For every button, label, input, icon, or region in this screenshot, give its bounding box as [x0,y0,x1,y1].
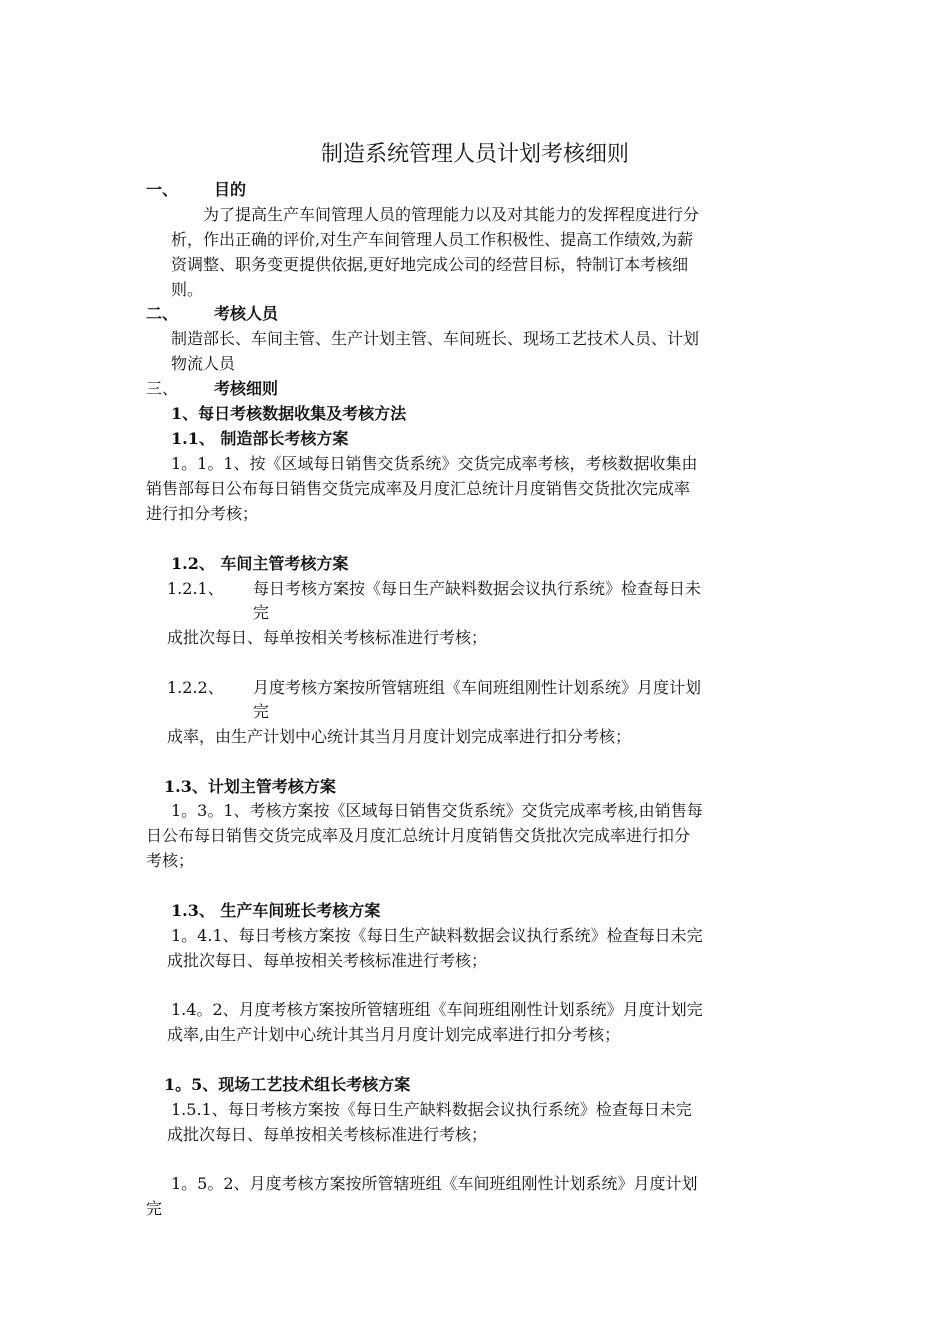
section-1-heading: 目的 [214,180,247,199]
section-2-heading: 考核人员 [214,304,279,323]
section-3-heading: 考核细则 [214,379,279,398]
paragraph-line: 销售部每日公布每日销售交货完成率及月度汇总统计月度销售交货批次完成率 [146,479,691,498]
paragraph-line: 考核； [146,851,195,870]
subheading-1-3-team: 1.3、 生产车间班长考核方案 [171,901,381,920]
subheading-1-1: 1.1、 制造部长考核方案 [171,429,349,448]
paragraph-line: 成批次每日、每单按相关考核标准进行考核； [167,1125,488,1144]
paragraph-line: 1。1。1、按《区域每日销售交货系统》交货完成率考核，考核数据收集由 [171,454,698,473]
paragraph-line: 月度考核方案按所管辖班组《车间班组刚性计划系统》月度计划 [253,678,702,697]
paragraph-line: 每日考核方案按《每日生产缺料数据会议执行系统》检查每日未 [253,579,702,598]
page-title: 制造系统管理人员计划考核细则 [320,142,629,167]
paragraph-line: 完 [146,1199,163,1218]
paragraph-line: 1。4.1、每日考核方案按《每日生产缺料数据会议执行系统》检查每日未完 [171,926,703,945]
paragraph-line: 成率,由生产计划中心统计其当月月度计划完成率进行扣分考核； [167,1025,621,1044]
paragraph-line: 1.5.1、每日考核方案按《每日生产缺料数据会议执行系统》检查每日未完 [171,1100,692,1119]
section-1-number: 一、 [146,180,179,199]
paragraph-line: 1。3。1、考核方案按《区域每日销售交货系统》交货完成率考核,由销售每 [171,801,703,820]
section-1-line: 则。 [171,280,204,299]
paragraph-line: 日公布每日销售交货完成率及月度汇总统计月度销售交货批次完成率进行扣分 [146,826,691,845]
section-3-number: 三、 [146,379,179,398]
paragraph-line: 1。5。2、月度考核方案按所管辖班组《车间班组刚性计划系统》月度计划 [171,1174,698,1193]
section-1-line: 资调整、职务变更提供依据,更好地完成公司的经营目标，特制订本考核细 [171,255,689,274]
section-2-line: 制造部长、车间主管、生产计划主管、车间班长、现场工艺技术人员、计划 [171,329,700,348]
paragraph-line: 成批次每日、每单按相关考核标准进行考核； [167,951,488,970]
paragraph-line: 完 [253,603,270,622]
subheading-1-5: 1。5、现场工艺技术组长考核方案 [164,1075,411,1094]
paragraph-line: 1.4。2、月度考核方案按所管辖班组《车间班组刚性计划系统》月度计划完 [171,1000,703,1019]
section-1-line: 为了提高生产车间管理人员的管理能力以及对其能力的发挥程度进行分 [203,205,700,224]
paragraph-line: 成批次每日、每单按相关考核标准进行考核； [167,628,488,647]
subheading-1-2: 1.2、 车间主管考核方案 [171,554,349,573]
paragraph-line: 进行扣分考核； [146,504,259,523]
subheading-1-3-plan: 1.3、计划主管考核方案 [164,777,336,796]
item-number: 1.2.2、 [167,678,224,697]
section-2-line: 物流人员 [171,354,236,373]
paragraph-line: 完 [253,702,270,721]
section-2-number: 二、 [146,304,179,323]
item-number: 1.2.1、 [167,579,224,598]
paragraph-line: 成率，由生产计划中心统计其当月月度计划完成率进行扣分考核； [167,727,632,746]
subheading-1: 1、每日考核数据收集及考核方法 [171,404,407,423]
section-1-line: 析，作出正确的评价,对生产车间管理人员工作积极性、提高工作绩效,为薪 [171,230,694,249]
